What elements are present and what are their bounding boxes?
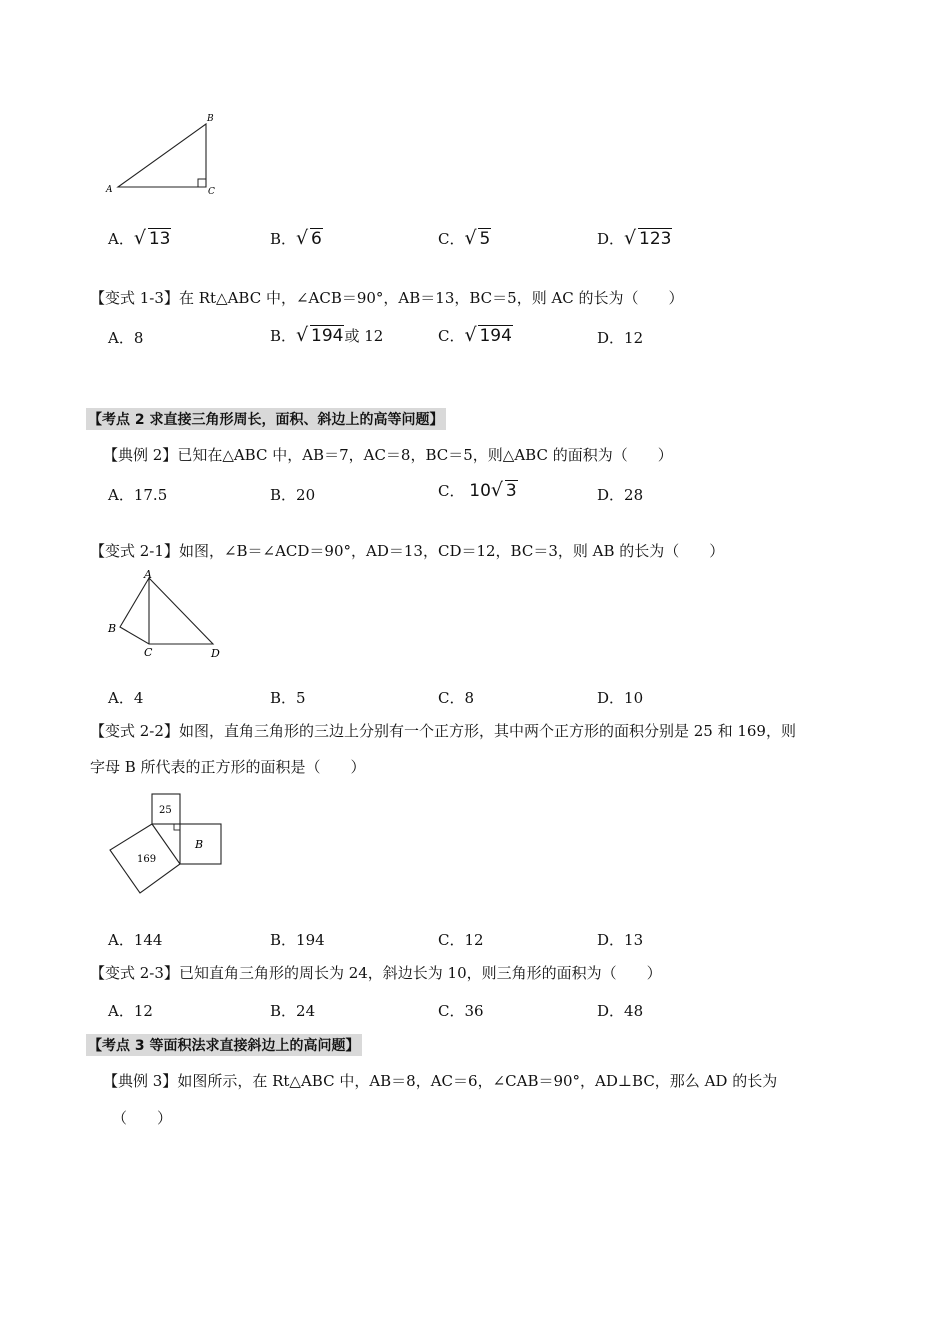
vertex-label-b: B xyxy=(207,114,214,124)
question-text: 在 Rt△ABC 中，∠ACB＝90°，AB＝13，BC＝5，则 AC 的长为（ ） xyxy=(178,289,684,307)
option-letter: C． xyxy=(438,482,465,500)
example-3 xyxy=(103,1070,777,1092)
vertex-label-c: C xyxy=(208,187,215,197)
question-text-line1: 如图，直角三角形的三边上分别有一个正方形，其中两个正方形的面积分别是 25 和 169，则 xyxy=(178,722,796,740)
option-letter: B． xyxy=(270,327,297,345)
question-tag: 【变式 2-3】 xyxy=(90,964,179,982)
sqrt-expression: √ 123 xyxy=(624,227,672,249)
question-2-3 xyxy=(90,962,662,984)
option-a[interactable]: A．144 xyxy=(108,931,163,949)
option-d[interactable]: D．12 xyxy=(597,329,644,347)
option-letter: B． xyxy=(270,230,297,248)
option-d[interactable] xyxy=(597,228,672,249)
square-label-b: B xyxy=(195,838,204,851)
option-letter: D． xyxy=(597,230,625,248)
option-b[interactable] xyxy=(270,228,323,249)
option-a[interactable]: A．4 xyxy=(108,689,144,707)
sqrt-expression: √ 5 xyxy=(464,227,491,249)
section-heading-3: 【考点 3 等面积法求直接斜边上的高问题】 xyxy=(86,1034,362,1056)
section-heading-2: 【考点 2 求直接三角形周长，面积、斜边上的高等问题】 xyxy=(86,408,446,430)
question-text: 如图所示，在 Rt△ABC 中，AB＝8，AC＝6，∠CAB＝90°，AD⊥BC，那么 AD 的长为 xyxy=(177,1072,778,1090)
option-c[interactable]: C．12 xyxy=(438,931,484,949)
option-a[interactable] xyxy=(108,228,171,249)
option-d[interactable]: D．13 xyxy=(597,931,644,949)
question-2-2 xyxy=(90,720,796,742)
sqrt-expression: √ 13 xyxy=(133,227,171,249)
option-d[interactable]: D．28 xyxy=(597,486,644,504)
option-letter: A． xyxy=(108,230,134,248)
option-d[interactable]: D．48 xyxy=(597,1002,644,1020)
option-c[interactable]: C．8 xyxy=(438,689,475,707)
vertex-label-d: D xyxy=(211,647,220,660)
option-b[interactable]: B．5 xyxy=(270,689,306,707)
answer-blank: （ ） xyxy=(112,1109,173,1127)
question-text: 如图，∠B＝∠ACD＝90°，AD＝13，CD＝12，BC＝3，则 AB 的长为（ ） xyxy=(178,542,725,560)
question-tag: 【典例 3】 xyxy=(103,1072,178,1090)
option-b[interactable]: B．24 xyxy=(270,1002,316,1020)
square-area-label-large: 169 xyxy=(137,854,157,865)
question-tag: 【变式 2-2】 xyxy=(90,722,179,740)
question-1-3 xyxy=(90,287,684,309)
option-letter: C． xyxy=(438,327,465,345)
sqrt-expression: √ 6 xyxy=(296,227,322,249)
option-b[interactable]: B．194 xyxy=(270,931,325,949)
option-letter: C． xyxy=(438,230,465,248)
option-a[interactable]: A．8 xyxy=(108,329,144,347)
right-triangle-figure xyxy=(100,108,230,198)
question-2-1 xyxy=(90,540,724,562)
option-c[interactable] xyxy=(438,480,518,501)
option-a[interactable]: A．17.5 xyxy=(108,486,168,504)
question-text: 已知直角三角形的周长为 24，斜边长为 10，则三角形的面积为（ ） xyxy=(178,964,662,982)
example-2 xyxy=(103,444,673,466)
vertex-label-a: A xyxy=(106,185,113,195)
option-b[interactable] xyxy=(270,325,383,346)
option-c[interactable] xyxy=(438,325,513,346)
option-d[interactable]: D．10 xyxy=(597,689,644,707)
quadrilateral-figure xyxy=(100,568,230,663)
question-text: 已知在△ABC 中，AB＝7，AC＝8，BC＝5，则△ABC 的面积为（ ） xyxy=(177,446,673,464)
vertex-label-c: C xyxy=(144,646,153,659)
option-suffix: 或 12 xyxy=(344,327,384,345)
square-area-label-small: 25 xyxy=(159,805,172,816)
vertex-label-b: B xyxy=(108,622,117,635)
question-tag: 【变式 2-1】 xyxy=(90,542,179,560)
option-c[interactable] xyxy=(438,228,491,249)
sqrt-expression: √ 194 xyxy=(296,324,344,346)
squares-figure xyxy=(100,788,230,898)
question-tag: 【典例 2】 xyxy=(103,446,178,464)
sqrt-expression: √ 3 xyxy=(490,479,517,501)
question-tag: 【变式 1-3】 xyxy=(90,289,179,307)
option-b[interactable]: B．20 xyxy=(270,486,316,504)
question-2-2-line2: 字母 B 所代表的正方形的面积是（ ） xyxy=(90,758,366,776)
option-c[interactable]: C．36 xyxy=(438,1002,484,1020)
sqrt-expression: √ 194 xyxy=(464,324,512,346)
vertex-label-a: A xyxy=(144,568,152,581)
option-a[interactable]: A．12 xyxy=(108,1002,153,1020)
coefficient: 10 xyxy=(469,481,491,501)
